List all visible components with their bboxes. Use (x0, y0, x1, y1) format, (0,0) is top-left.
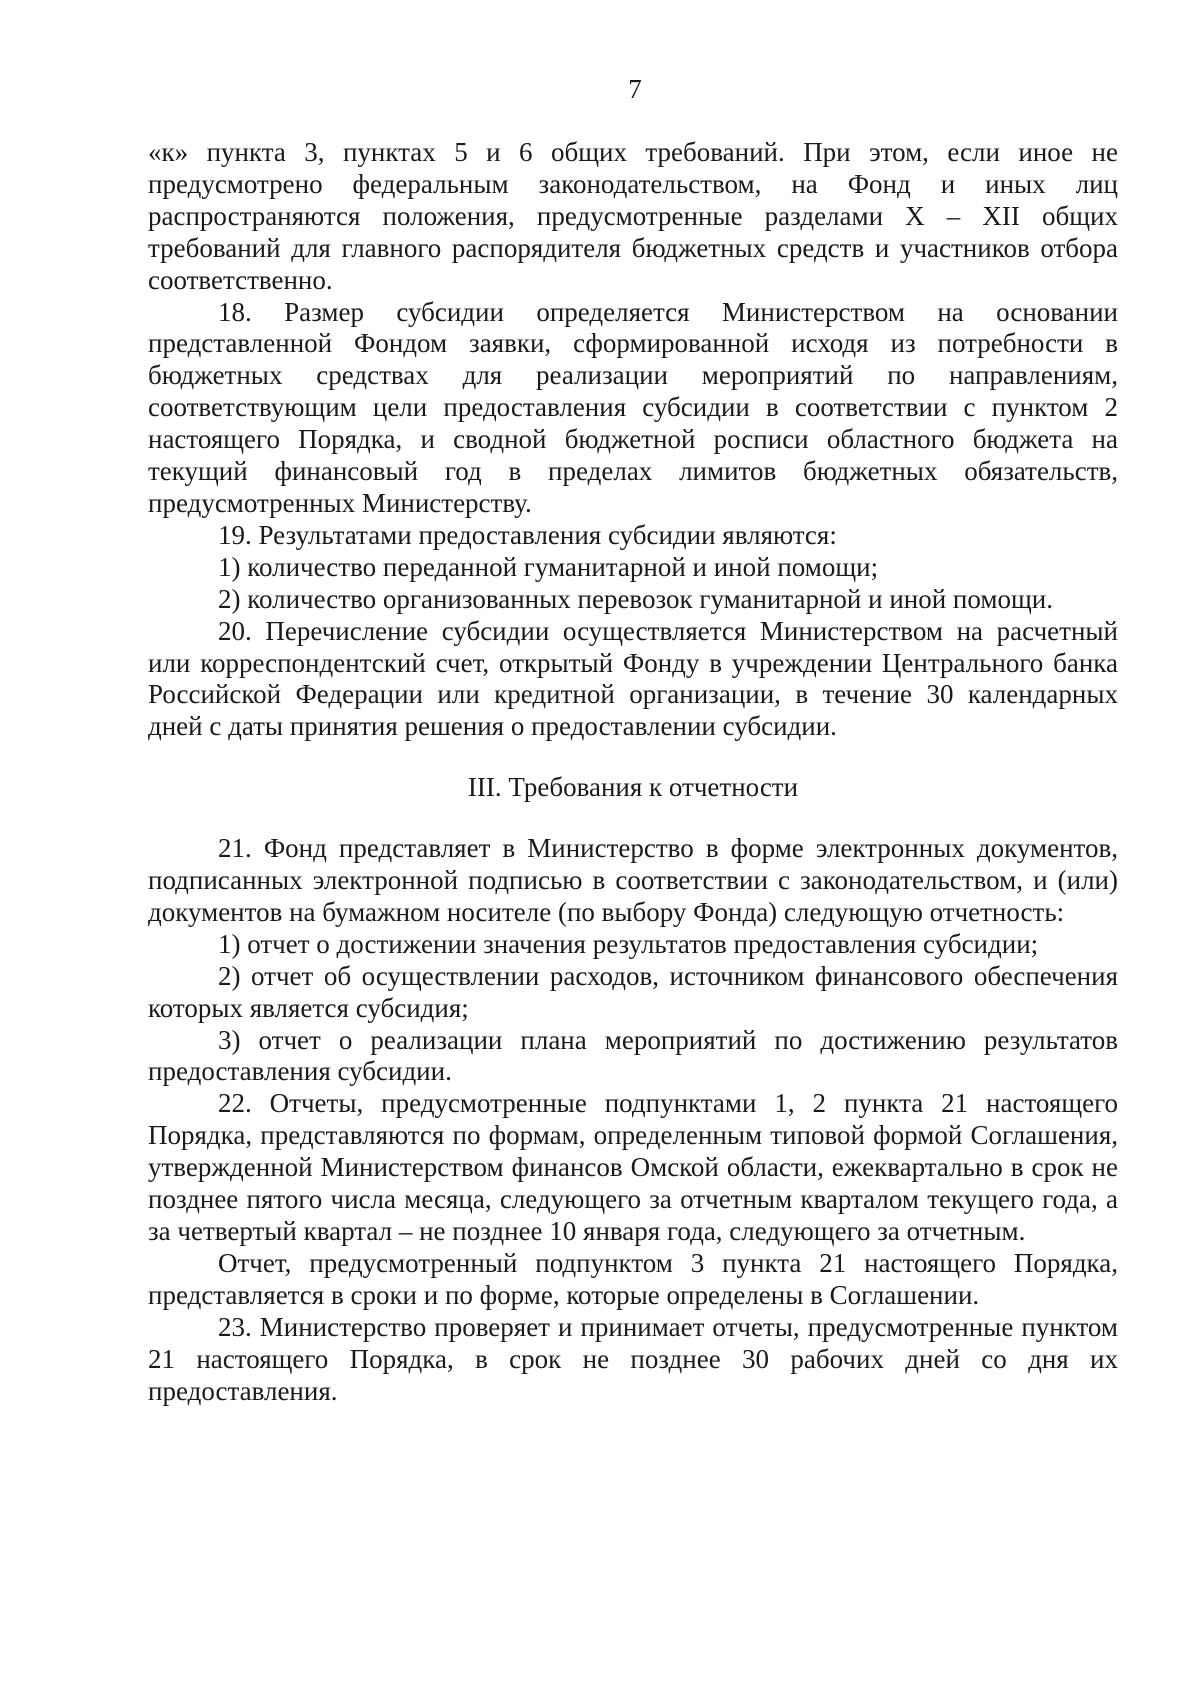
paragraph-21-item-2: 2) отчет об осуществлении расходов, источником финансового обеспечения которых является субсидия; (148, 960, 1118, 1023)
paragraph-22: 22. Отчеты, предусмотренные подпунктами 1, 2 пункта 21 настоящего Порядка, представляются по формам, определенным типовой формой Соглашения, утвержденной Министерством финансов Омской области, ежеквартально в срок не позднее пятого числа месяца, следующего за отчетным кварталом текущего года, а за четвертый квартал – не позднее 10 января года, следующего за отчетным. (148, 1088, 1118, 1246)
paragraph-19-item-1: 1) количество переданной гуманитарной и иной помощи; (218, 551, 879, 582)
section-heading: III. Требования к отчетности (467, 772, 799, 803)
paragraph-22-second: Отчет, предусмотренный подпунктом 3 пункта 21 настоящего Порядка, представляется в сроки и по форме, которые определены в Соглашении. (148, 1247, 1118, 1310)
paragraph-21: 21. Фонд представляет в Министерство в форме электронных документов, подписанных электронной подписью в соответствии с законодательством, и (или) документов на бумажном носителе (по выбору Фонда) следующую отчетность: (148, 833, 1118, 927)
paragraph-continuation: «к» пункта 3, пунктах 5 и 6 общих требований. При этом, если иное не предусмотрено федеральным законодательством, на Фонд и иных лиц распространяются положения, предусмотренные разделами X – XII общих требований для главного распорядителя бюджетных средств и участников отбора соответственно. (148, 137, 1118, 295)
page-number: 7 (628, 74, 642, 104)
paragraph-18: 18. Размер субсидии определяется Министерством на основании представленной Фондом заявки, сформированной исходя из потребности в бюджетных средствах для реализации мероприятий по направлениям, соответствующим цели предоставления субсидии в соответствии с пунктом 2 настоящего Порядка, и сводной бюджетной росписи областного бюджета на текущий финансовый год в пределах лимитов бюджетных обязательств, предусмотренных Министерству. (148, 296, 1118, 518)
paragraph-21-item-3: 3) отчет о реализации плана мероприятий по достижению результатов предоставления субсидии. (148, 1024, 1118, 1087)
document-body (148, 137, 1118, 1407)
paragraph-23: 23. Министерство проверяет и принимает отчеты, предусмотренные пунктом 21 настоящего Порядка, в срок не позднее 30 рабочих дней со дня их предоставления. (148, 1311, 1118, 1406)
paragraph-21-item-1: 1) отчет о достижении значения результатов предоставления субсидии; (218, 928, 1039, 959)
paragraph-19-item-2: 2) количество организованных перевозок гуманитарной и иной помощи. (218, 583, 1053, 614)
paragraph-20: 20. Перечисление субсидии осуществляется Министерством на расчетный или корреспондентский счет, открытый Фонду в учреждении Центрального банка Российской Федерации или кредитной организации, в течение 30 календарных дней с даты принятия решения о предоставлении субсидии. (148, 615, 1118, 742)
paragraph-19: 19. Результатами предоставления субсидии являются: (218, 519, 837, 550)
